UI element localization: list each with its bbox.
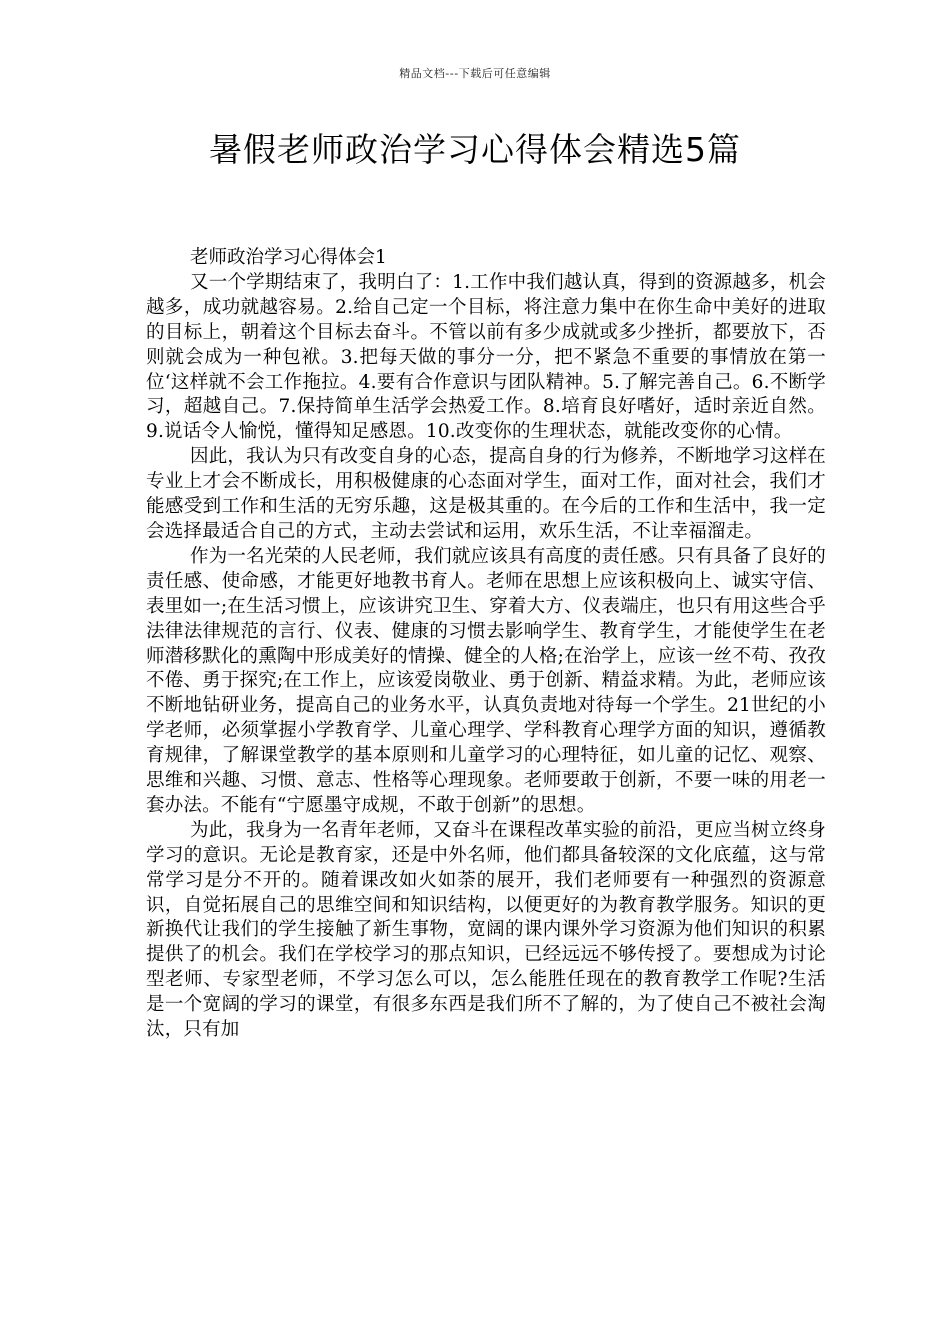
paragraph-4: 为此，我身为一名青年老师，又奋斗在课程改革实验的前沿，更应当树立终身学习的意识。无论是教育家，还是中外名师，他们都具备较深的文化底蕴，这与常常学习是分不开的。随着课改如火如荼的展开，我们老师要有一种强烈的资源意识，自觉拓展自己的思维空间和知识结构，以便更好的为教育教学服务。知识的更新换代让我们的学生接触了新生事物，宽阔的课内课外学习资源为他们知识的积累提供了的机会。我们在学校学习的那点知识，已经远远不够传授了。要想成为讨论型老师、专家型老师，不学习怎么可以，怎么能胜任现在的教育教学工作呢?生活是一个宽阔的学习的课堂，有很多东西是我们所不了解的，为了使自己不被社会淘汰，只有加 xyxy=(146,819,826,1041)
header-note: 精品文档---下载后可任意编辑 xyxy=(399,67,551,80)
paragraph-2: 因此，我认为只有改变自身的心态，提高自身的行为修养，不断地学习这样在专业上才会不断成长，用积极健康的心态面对学生，面对工作，面对社会，我们才能感受到工作和生活的无穷乐趣，这是极其重的。在今后的工作和生活中，我一定会选择最适合自己的方式，主动去尝试和运用，欢乐生活，不让幸福溜走。 xyxy=(146,446,826,542)
document-title: 暑假老师政治学习心得体会精选5篇 xyxy=(209,130,741,169)
document-body xyxy=(146,246,826,1043)
section-heading: 老师政治学习心得体会1 xyxy=(190,247,387,268)
paragraph-3: 作为一名光荣的人民老师，我们就应该具有高度的责任感。只有具备了良好的责任感、使命感，才能更好地教书育人。老师在思想上应该积极向上、诚实守信、表里如一;在生活习惯上，应该讲究卫生、穿着大方、仪表端庄，也只有用这些合乎法律法律规范的言行、仪表、健康的习惯去影响学生、教育学生，才能使学生在老师潜移默化的熏陶中形成美好的情操、健全的人格;在治学上，应该一丝不苟、孜孜不倦、勇于探究;在工作上，应该爱岗敬业、勇于创新、精益求精。为此，老师应该不断地钻研业务，提高自己的业务水平，认真负责地对待每一个学生。21世纪的小学老师，必须掌握小学教育学、儿童心理学、学科教育心理学方面的知识，遵循教育规律，了解课堂教学的基本原则和儿童学习的心理特征，如儿童的记忆、观察、思维和兴趣、习惯、意志、性格等心理现象。老师要敢于创新，不要一味的用老一套办法。不能有“宁愿墨守成规，不敢于创新”的思想。 xyxy=(146,545,826,816)
paragraph-1: 又一个学期结束了，我明白了：1.工作中我们越认真，得到的资源越多，机会越多，成功就越容易。2.给自己定一个目标，将注意力集中在你生命中美好的进取的目标上，朝着这个目标去奋斗。不管以前有多少成就或多少挫折，都要放下，否则就会成为一种包袱。3.把每天做的事分一分，把不紧急不重要的事情放在第一位‘这样就不会工作拖拉。4.要有合作意识与团队精神。5.了解完善自己。6.不断学习，超越自己。7.保持简单生活学会热爱工作。8.培育良好嗜好，适时亲近自然。9.说话令人愉悦，懂得知足感恩。10.改变你的生理状态，就能改变你的心情。 xyxy=(146,271,826,443)
